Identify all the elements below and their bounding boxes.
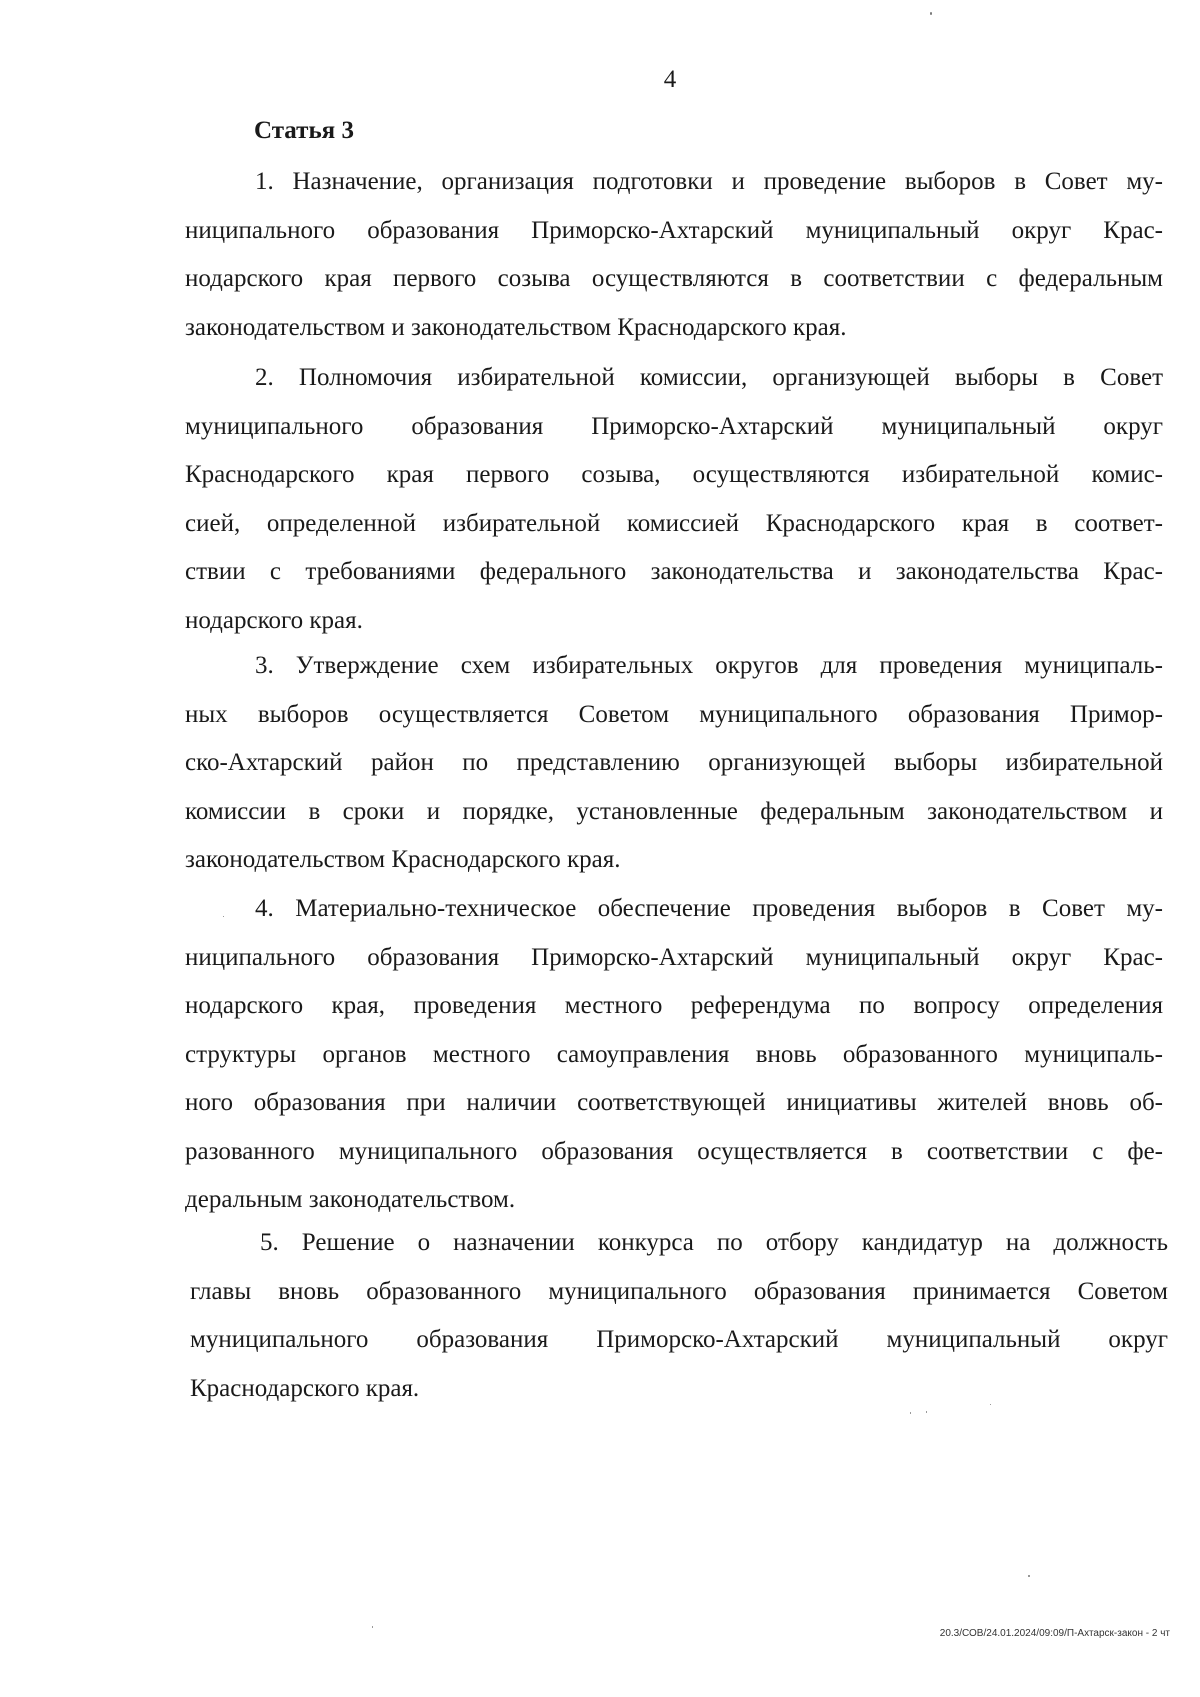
paragraph-line: ствии с требованиями федерального законодательства и законодательства Крас- <box>185 558 1163 585</box>
document-code: 20.3/СОВ/24.01.2024/09:09/П-Ахтарск-закон - 2 чт <box>939 1628 1170 1639</box>
paragraph-line: муниципального образования Приморско-Ахтарский муниципальный округ <box>185 412 1163 440</box>
paragraph-line: 4. Материально-техническое обеспечение проведения выборов в Совет му- <box>255 895 1163 922</box>
scan-speck <box>990 1404 991 1405</box>
article-title: Статья 3 <box>254 117 354 144</box>
paragraph-line: Краснодарского края первого созыва, осуществляются избирательной комис- <box>185 461 1163 488</box>
paragraph-line: Краснодарского края. <box>190 1374 420 1402</box>
scan-speck <box>930 12 932 15</box>
paragraph-line: ниципального образования Приморско-Ахтарский муниципальный округ Крас- <box>185 216 1163 244</box>
paragraph-line: 3. Утверждение схем избирательных округов для проведения муниципаль- <box>255 652 1163 679</box>
paragraph-line: 2. Полномочия избирательной комиссии, организующей выборы в Совет <box>255 364 1163 391</box>
paragraph-line: нодарского края первого созыва осуществляются в соответствии с федеральным <box>185 265 1163 292</box>
scan-speck <box>372 1626 373 1628</box>
paragraph-line: 1. Назначение, организация подготовки и проведение выборов в Совет му- <box>255 168 1163 195</box>
scan-speck <box>926 1411 927 1413</box>
paragraph-5 <box>190 1219 1168 1413</box>
paragraph-line: деральным законодательством. <box>185 1186 516 1213</box>
page-number: 4 <box>663 66 677 93</box>
paragraph-line: ных выборов осуществляется Советом муниципального образования Примор- <box>185 700 1163 728</box>
paragraph-2 <box>185 354 1163 645</box>
paragraph-line: 5. Решение о назначении конкурса по отбору кандидатур на должность <box>260 1229 1168 1256</box>
scan-speck <box>910 1412 911 1414</box>
paragraph-line: нодарского края, проведения местного референдума по вопросу определения <box>185 992 1163 1019</box>
paragraph-line: ниципального образования Приморско-Ахтарский муниципальный округ Крас- <box>185 943 1163 971</box>
paragraph-line: ного образования при наличии соответствующей инициативы жителей вновь об- <box>185 1089 1163 1116</box>
paragraph-line: законодательством Краснодарского края. <box>185 846 621 873</box>
paragraph-1 <box>185 158 1163 352</box>
paragraph-line: законодательством и законодательством Краснодарского края. <box>185 313 847 341</box>
paragraph-line: структуры органов местного самоуправления вновь образованного муниципаль- <box>185 1040 1163 1068</box>
paragraph-line: ско-Ахтарский район по представлению организующей выборы избирательной <box>185 749 1163 776</box>
scan-speck <box>223 916 224 917</box>
paragraph-4 <box>185 885 1163 1225</box>
paragraph-line: нодарского края. <box>185 606 363 634</box>
paragraph-line: главы вновь образованного муниципального образования принимается Советом <box>190 1277 1168 1305</box>
paragraph-line: сией, определенной избирательной комиссией Краснодарского края в соответ- <box>185 509 1163 537</box>
paragraph-line: разованного муниципального образования осуществляется в соответствии с фе- <box>185 1137 1163 1165</box>
paragraph-line: комиссии в сроки и порядке, установленные федеральным законодательством и <box>185 797 1163 825</box>
paragraph-line: муниципального образования Приморско-Ахтарский муниципальный округ <box>190 1326 1168 1353</box>
paragraph-3 <box>185 642 1163 885</box>
scan-speck <box>1028 1575 1030 1577</box>
